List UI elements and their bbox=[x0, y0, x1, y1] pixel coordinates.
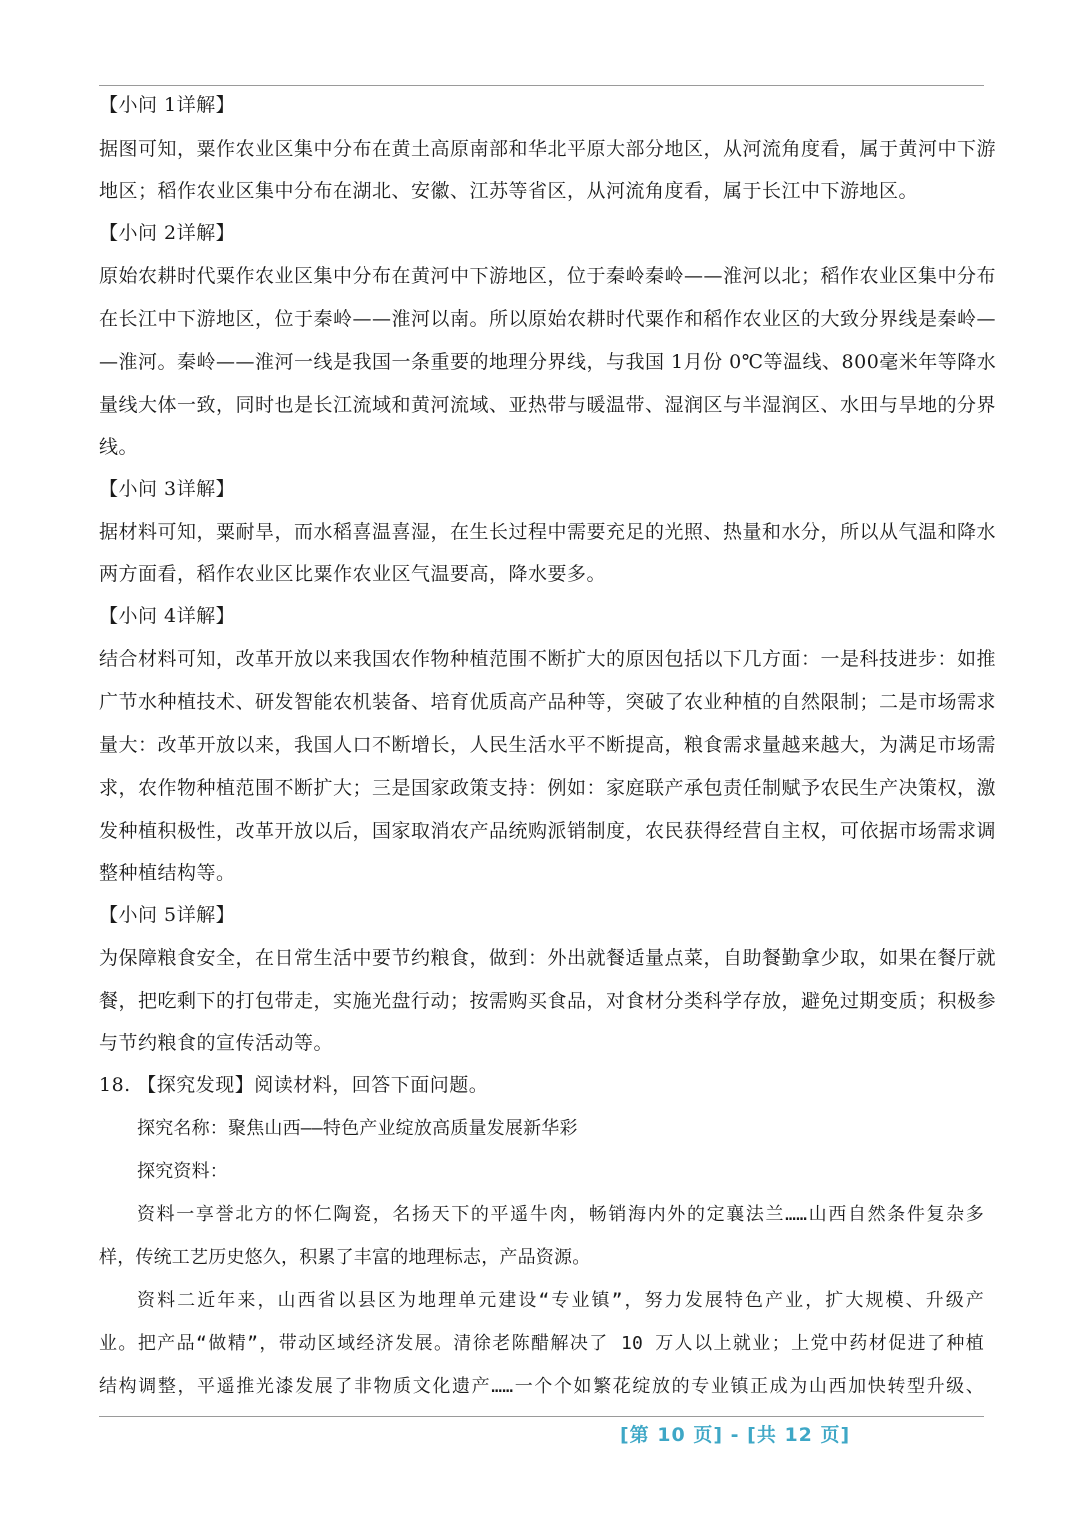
text-line: 整种植结构等。 bbox=[99, 862, 236, 884]
text-line: 量线大体一致，同时也是长江流域和黄河流域、亚热带与暖温带、湿润区与半湿润区、水田与旱地的分界 bbox=[99, 394, 997, 416]
text-line: 为保障粮食安全，在日常生活中要节约粮食，做到：外出就餐适量点菜，自助餐勤拿少取，如果在餐厅就 bbox=[99, 947, 997, 969]
section-heading-q5: 【小问 5详解】 bbox=[99, 904, 236, 926]
text-line: 发种植积极性，改革开放以后，国家取消农产品统购派销制度，农民获得经营自主权，可依据市场需求调 bbox=[99, 820, 997, 842]
text-line: 据材料可知，粟耐旱，而水稻喜温喜湿，在生长过程中需要充足的光照、热量和水分，所以从气温和降水 bbox=[99, 521, 997, 543]
text-line: 广节水种植技术、研发智能农机装备、培育优质高产品种等，突破了农业种植的自然限制；二是市场需求 bbox=[99, 691, 997, 713]
inquiry-materials-label: 探究资料： bbox=[137, 1161, 228, 1182]
text-line: 原始农耕时代粟作农业区集中分布在黄河中下游地区，位于秦岭秦岭——淮河以北；稻作农业区集中分布 bbox=[99, 265, 997, 287]
text-line: 餐，把吃剩下的打包带走，实施光盘行动；按需购买食品，对食材分类科学存放，避免过期变质；积极参 bbox=[99, 990, 997, 1012]
page-number: [第 10 页] - [共 12 页] bbox=[620, 1424, 851, 1446]
footer-rule bbox=[99, 1416, 984, 1417]
text-line: 在长江中下游地区，位于秦岭——淮河以南。所以原始农耕时代粟作和稻作农业区的大致分界线是秦岭— bbox=[99, 308, 997, 330]
section-heading-q1: 【小问 1详解】 bbox=[99, 94, 236, 116]
text-line: 结构调整，平遥推光漆发展了非物质文化遗产……一个个如繁花绽放的专业镇正成为山西加快转型升级、 bbox=[99, 1376, 984, 1397]
text-line: —淮河。秦岭——淮河一线是我国一条重要的地理分界线，与我国 1月份 0℃等温线、800毫米年等降水 bbox=[99, 351, 997, 373]
question-18-title: 18. 【探究发现】阅读材料，回答下面问题。 bbox=[99, 1074, 489, 1096]
text-line: 求，农作物种植范围不断扩大；三是国家政策支持：例如：家庭联产承包责任制赋予农民生产决策权，激 bbox=[99, 777, 997, 799]
text-line: 业。把产品“做精”，带动区域经济发展。清徐老陈醋解决了 10 万人以上就业；上党中药材促进了种植 bbox=[99, 1333, 984, 1354]
header-rule bbox=[99, 85, 984, 86]
text-line: 结合材料可知，改革开放以来我国农作物种植范围不断扩大的原因包括以下几方面：一是科技进步：如推 bbox=[99, 648, 997, 670]
section-heading-q4: 【小问 4详解】 bbox=[99, 605, 236, 627]
inquiry-name: 探究名称：聚焦山西——特色产业绽放高质量发展新华彩 bbox=[137, 1118, 578, 1139]
text-line: 地区；稻作农业区集中分布在湖北、安徽、江苏等省区，从河流角度看，属于长江中下游地区。 bbox=[99, 180, 919, 202]
material-one: 资料一享誉北方的怀仁陶瓷，名扬天下的平遥牛肉，畅销海内外的定襄法兰……山西自然条件复杂多 bbox=[137, 1204, 984, 1225]
section-heading-q3: 【小问 3详解】 bbox=[99, 478, 236, 500]
section-heading-q2: 【小问 2详解】 bbox=[99, 222, 236, 244]
material-two: 资料二近年来，山西省以县区为地理单元建设“专业镇”，努力发展特色产业，扩大规模、升级产 bbox=[137, 1290, 984, 1311]
text-line: 据图可知，粟作农业区集中分布在黄土高原南部和华北平原大部分地区，从河流角度看，属于黄河中下游 bbox=[99, 138, 997, 160]
text-line: 与节约粮食的宣传活动等。 bbox=[99, 1032, 334, 1054]
text-line: 样，传统工艺历史悠久，积累了丰富的地理标志，产品资源。 bbox=[99, 1247, 591, 1268]
text-line: 线。 bbox=[99, 436, 139, 458]
text-line: 量大：改革开放以来，我国人口不断增长，人民生活水平不断提高，粮食需求量越来越大，为满足市场需 bbox=[99, 734, 997, 756]
text-line: 两方面看，稻作农业区比粟作农业区气温要高，降水要多。 bbox=[99, 563, 607, 585]
